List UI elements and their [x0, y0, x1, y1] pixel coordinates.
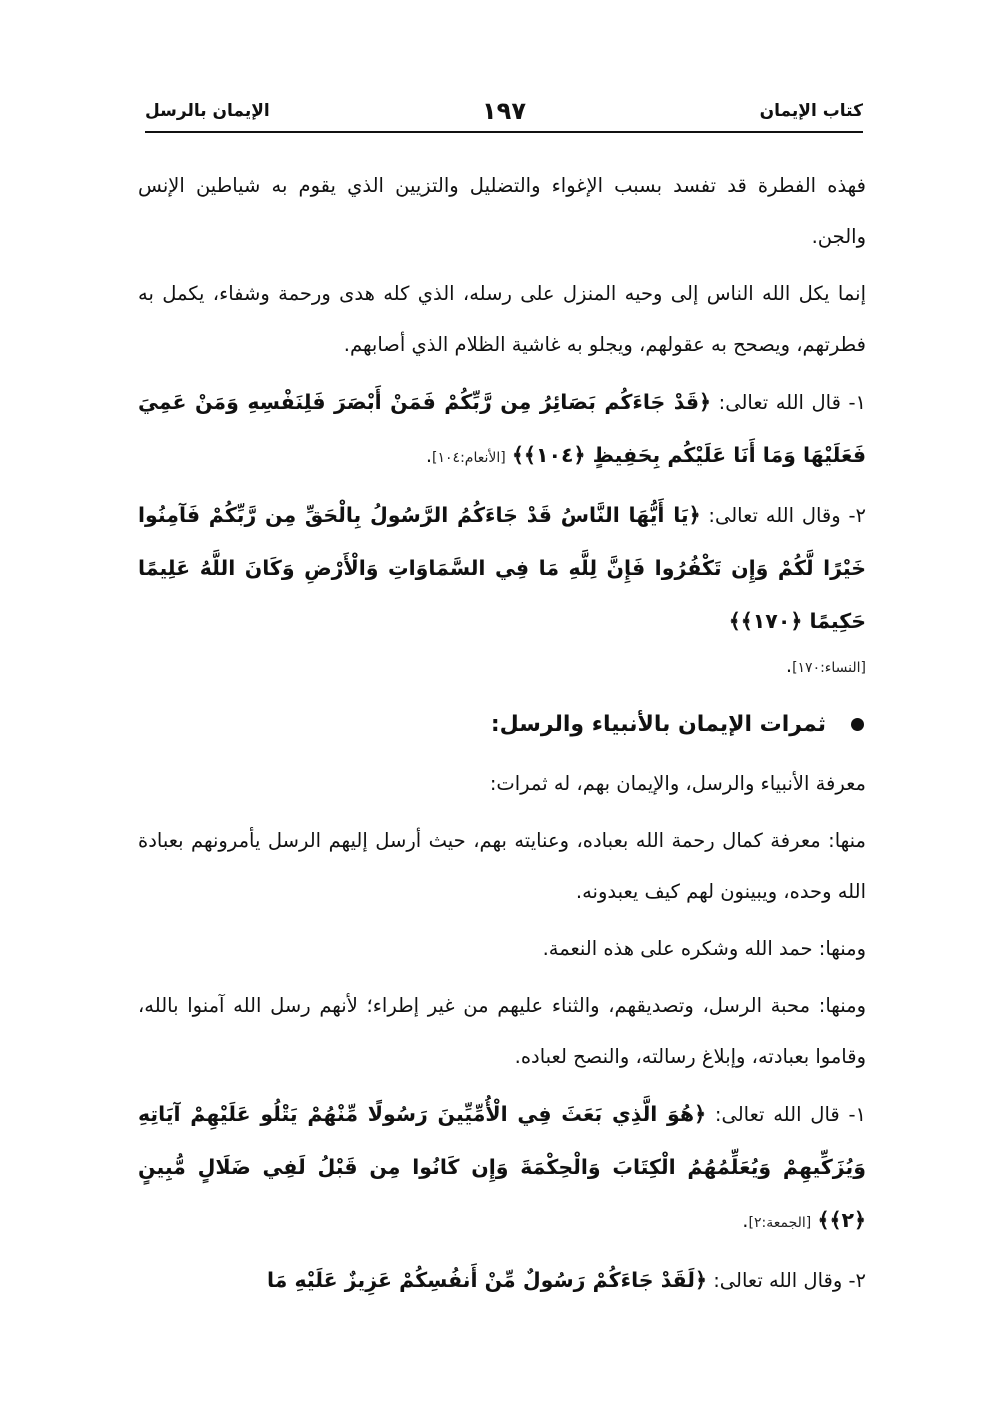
- book-title: كتاب الإيمان: [759, 101, 863, 121]
- header-divider: [145, 131, 863, 133]
- verse-reference: [الجمعة:٢]: [748, 1215, 812, 1231]
- paragraph-fruit-love: ومنها: محبة الرسل، وتصديقهم، والثناء عليهم من غير إطراء؛ لأنهم رسل الله آمنوا بالله، وقاموا بعبادته، وإبلاغ رسالته، والنصح لعباده.: [138, 994, 866, 1068]
- end-period: .: [785, 654, 793, 677]
- quran-quote-nisa-reference: [138, 646, 866, 688]
- quran-quote-anam: [138, 376, 866, 485]
- quote-intro: ١- قال الله تعالى:: [714, 1103, 867, 1126]
- page-body: [138, 160, 866, 1311]
- quran-quote-jumuah: [138, 1088, 866, 1250]
- bullet-icon: [851, 718, 864, 731]
- page-number: ١٩٧: [482, 97, 526, 125]
- quran-quote-nisa: [138, 489, 866, 648]
- chapter-title: الإيمان بالرسل: [145, 101, 270, 121]
- quran-verse: ﴿لَقَدْ جَاءَكُمْ رَسُولٌ مِّنْ أَنفُسِكُمْ عَزِيزٌ عَلَيْهِ مَا: [266, 1268, 708, 1292]
- paragraph-fruit-gratitude: ومنها: حمد الله وشكره على هذه النعمة.: [542, 937, 866, 960]
- quran-verse: ﴿قَدْ جَاءَكُم بَصَائِرُ مِن رَّبِّكُمْ فَمَنْ أَبْصَرَ فَلِنَفْسِهِ وَمَنْ عَمِيَ فَعَلَيْهَا وَمَا أَنَا عَلَيْكُم بِحَفِيظٍ ﴿١٠٤﴾﴾: [138, 390, 866, 467]
- quote-intro: ٢- وقال الله تعالى:: [713, 1269, 866, 1292]
- verse-reference: [النساء:١٧٠]: [792, 660, 866, 676]
- quran-verse: ﴿هُوَ الَّذِي بَعَثَ فِي الْأُمِّيِّينَ رَسُولًا مِّنْهُمْ يَتْلُو عَلَيْهِمْ آيَاتِهِ وَيُزَكِّيهِمْ وَيُعَلِّمُهُمُ الْكِتَابَ وَالْحِكْمَةَ وَإِن كَانُوا مِن قَبْلُ لَفِي ضَلَالٍ مُّبِينٍ ﴿٢﴾﴾: [138, 1102, 866, 1232]
- paragraph-fruits-intro: معرفة الأنبياء والرسل، والإيمان بهم، له ثمرات:: [489, 772, 866, 795]
- paragraph-fitra: فهذه الفطرة قد تفسد بسبب الإغواء والتضليل والتزيين الذي يقوم به شياطين الإنس والجن.: [138, 174, 866, 248]
- quote-intro: ٢- وقال الله تعالى:: [708, 504, 866, 527]
- quran-verse: ﴿يَا أَيُّهَا النَّاسُ قَدْ جَاءَكُمُ الرَّسُولُ بِالْحَقِّ مِن رَّبِّكُمْ فَآمِنُوا خَيْرًا لَّكُمْ وَإِن تَكْفُرُوا فَإِنَّ لِلَّهِ مَا فِي السَّمَاوَاتِ وَالْأَرْضِ وَكَانَ اللَّهُ عَلِيمًا حَكِيمًا ﴿١٧٠﴾﴾: [138, 503, 866, 633]
- paragraph-revelation: إنما يكل الله الناس إلى وحيه المنزل على رسله، الذي كله هدى ورحمة وشفاء، يكمل به فطرتهم، ويصحح به عقولهم، ويجلو به غاشية الظلام الذي أصابهم.: [138, 282, 866, 356]
- paragraph-fruit-mercy: منها: معرفة كمال رحمة الله بعباده، وعنايته بهم، حيث أرسل إليهم الرسل يأمرونهم بعبادة الله وحده، ويبينون لهم كيف يعبدونه.: [138, 829, 866, 903]
- end-period: .: [742, 1209, 749, 1232]
- section-heading: [138, 696, 866, 754]
- running-header: [145, 97, 863, 131]
- quote-intro: ١- قال الله تعالى:: [718, 391, 867, 414]
- end-period: .: [425, 444, 433, 467]
- section-heading-text: ثمرات الإيمان بالأنبياء والرسل:: [490, 712, 826, 737]
- quran-quote-tawbah: [138, 1254, 866, 1307]
- verse-reference: [الأنعام:١٠٤]: [432, 450, 506, 466]
